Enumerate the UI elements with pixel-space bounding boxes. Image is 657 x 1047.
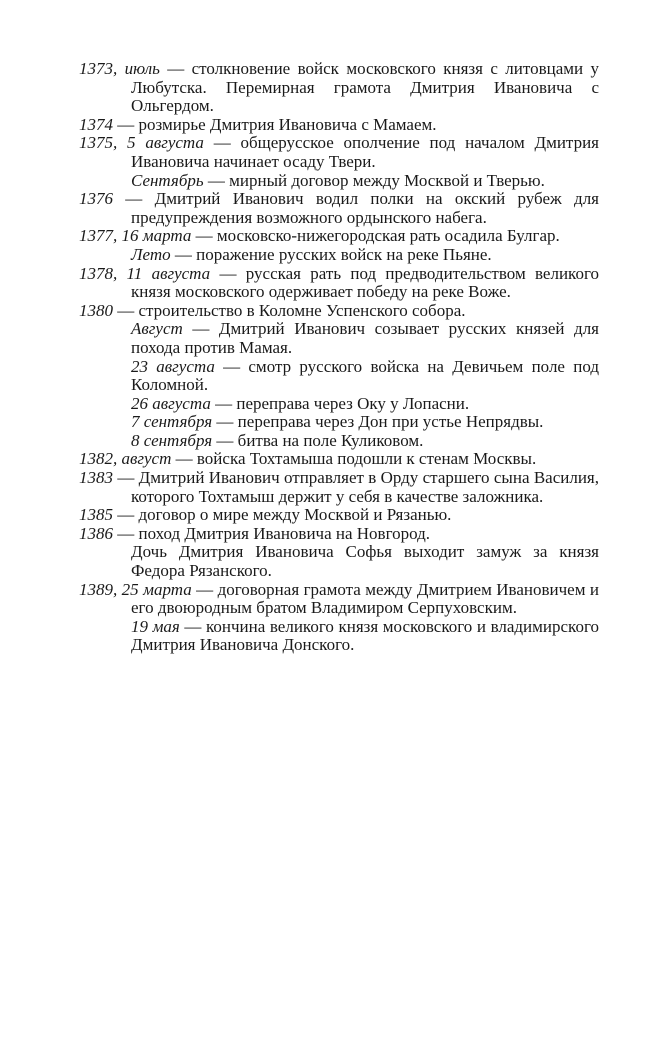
entry-1382 <box>79 450 599 469</box>
sub-entry-date: 8 сентября <box>131 430 213 450</box>
sub-entry-text: — переправа через Дон при устье Непрядвы. <box>212 412 544 432</box>
sub-entry-1389-may-19 <box>79 618 599 655</box>
entry-text: — договор о мире между Москвой и Рязанью. <box>113 505 452 525</box>
sub-entry-text: Дочь Дмитрия Ивановича Софья выходит замуж за князя Федора Рязанского. <box>131 542 599 581</box>
entry-text: — русская рать под предводительством великого князя московского одерживает победу на реке Воже. <box>131 263 599 302</box>
entry-date: 1373, июль <box>79 59 160 78</box>
entry-date: 1386 <box>79 523 113 543</box>
entry-text: — договорная грамота между Дмитрием Ивановичем и его двоюродным братом Владимиром Серпуховским. <box>131 579 599 618</box>
chronology-text <box>79 60 599 655</box>
entry-date: 1376 <box>79 189 113 209</box>
entry-1373 <box>79 60 599 116</box>
sub-entry-text: — Дмитрий Иванович созывает русских князей для похода против Мамая. <box>131 319 599 357</box>
sub-entry-1380-sep-8 <box>79 432 599 451</box>
entry-1380 <box>79 302 599 321</box>
entry-date: 1375, 5 августа <box>79 133 204 153</box>
sub-entry-date: Август <box>131 319 183 339</box>
sub-entry-1380-august <box>79 320 599 357</box>
entry-text: — Дмитрий Иванович отправляет в Орду старшего сына Василия, которого Тохтамыш держит у себя в качестве заложника. <box>113 468 599 506</box>
sub-entry-text: — кончина великого князя московского и владимирского Дмитрия Ивановича Донского. <box>131 616 599 655</box>
entry-date: 1382, август <box>79 449 172 469</box>
sub-entry-date: 26 августа <box>131 393 211 413</box>
entry-date: 1374 <box>79 114 113 134</box>
sub-entry-text: — мирный договор между Москвой и Тверью. <box>203 170 545 190</box>
entry-1374 <box>79 116 599 135</box>
sub-entry-1375-september <box>79 172 599 191</box>
sub-entry-text: — смотр русского войска на Девичьем поле под Коломной. <box>131 356 599 395</box>
entry-text: — Дмитрий Иванович водил полки на окский рубеж для предупреждения возможного ордынского набега. <box>113 189 599 227</box>
entry-text: — поход Дмитрия Ивановича на Новгород. <box>113 523 431 543</box>
entry-text: — московско-нижегородская рать осадила Булгар. <box>191 226 560 246</box>
entry-date: 1377, 16 марта <box>79 226 192 246</box>
entry-date: 1378, 11 августа <box>79 263 211 283</box>
entry-text: — войска Тохтамыша подошли к стенам Москвы. <box>171 449 537 469</box>
sub-entry-date: 19 мая <box>131 616 180 636</box>
entry-1383 <box>79 469 599 506</box>
entry-1386 <box>79 525 599 544</box>
entry-text: — строительство в Коломне Успенского собора. <box>113 300 466 320</box>
entry-date: 1383 <box>79 468 113 488</box>
entry-date: 1380 <box>79 300 113 320</box>
sub-entry-1380-sep-7 <box>79 413 599 432</box>
entry-1376 <box>79 190 599 227</box>
entry-1389 <box>79 581 599 618</box>
sub-entry-date: 7 сентября <box>131 412 213 432</box>
entry-1378 <box>79 265 599 302</box>
sub-entry-date: Лето <box>131 244 171 264</box>
entry-date: 1389, 25 марта <box>79 579 192 599</box>
entry-text: — розмирье Дмитрия Ивановича с Мамаем. <box>113 114 437 134</box>
entry-date: 1385 <box>79 505 113 525</box>
sub-entry-text: — битва на поле Куликовом. <box>212 430 424 450</box>
sub-entry-1386-marriage <box>79 543 599 580</box>
sub-entry-text: — поражение русских войск на реке Пьяне. <box>170 244 492 264</box>
entry-text: — общерусское ополчение под началом Дмитрия Ивановича начинает осаду Твери. <box>131 133 599 171</box>
entry-1377 <box>79 227 599 246</box>
entry-1375 <box>79 134 599 171</box>
entry-text: — столкновение войск московского князя с литовцами у Любутска. Перемирная грамота Дмитрия Ивановича с Ольгердом. <box>131 59 599 116</box>
entry-1385 <box>79 506 599 525</box>
sub-entry-1380-aug-23 <box>79 358 599 395</box>
sub-entry-date: 23 августа <box>131 356 215 376</box>
sub-entry-date: Сентябрь <box>131 170 204 190</box>
sub-entry-1377-summer <box>79 246 599 265</box>
sub-entry-1380-aug-26 <box>79 395 599 414</box>
sub-entry-text: — переправа через Оку у Лопасни. <box>210 393 470 413</box>
